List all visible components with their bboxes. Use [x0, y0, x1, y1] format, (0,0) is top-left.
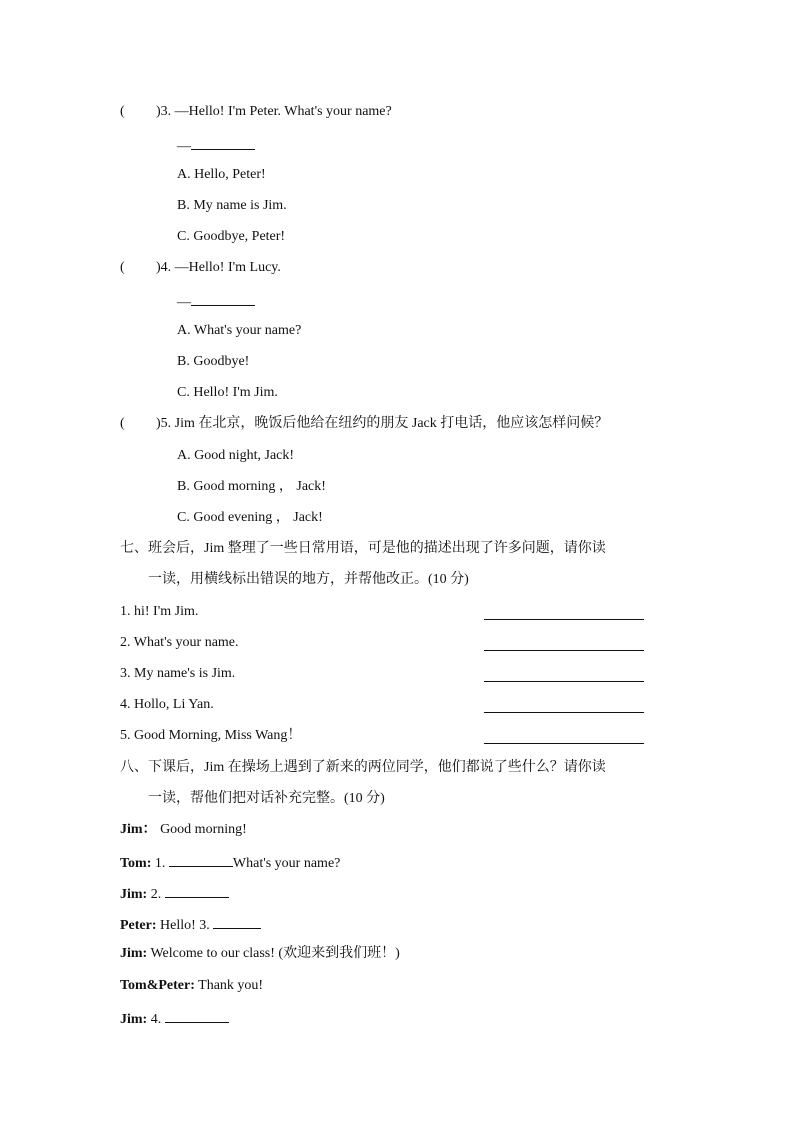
question-5 [120, 415, 608, 433]
dialog-text: Welcome to our class! (欢迎来到我们班！) [150, 946, 400, 961]
option-c: C. Hello! I'm Jim. [177, 385, 278, 400]
speaker: Jim: [120, 946, 148, 961]
dialog-text: 1. [154, 856, 169, 871]
dash: — [177, 139, 191, 154]
speaker: Jim： [120, 822, 157, 837]
dialog-text: 2. [150, 887, 165, 902]
answer-paren-open: ( [120, 416, 125, 431]
dialog-line [120, 914, 261, 935]
question-4 [120, 259, 281, 277]
question-number: )3. [156, 104, 172, 119]
dialog-text: Thank you! [198, 978, 264, 993]
answer-line [177, 135, 255, 156]
dialog-line [120, 977, 263, 995]
question-stem: —Hello! I'm Lucy. [174, 260, 281, 275]
answer-paren-open: ( [120, 260, 125, 275]
option-b: B. My name is Jim. [177, 198, 287, 213]
dialog-text: Hello! 3. [160, 918, 214, 933]
correction-line[interactable] [484, 743, 644, 744]
question-stem: —Hello! I'm Peter. What's your name? [174, 104, 392, 119]
dialog-text: What's your name? [232, 856, 341, 871]
list-item: 4. Hollo, Li Yan. [120, 697, 214, 712]
option-c: C. Goodbye, Peter! [177, 229, 286, 244]
correction-line[interactable] [484, 650, 644, 651]
answer-blank[interactable] [165, 883, 229, 898]
list-item: 2. What's your name. [120, 635, 239, 650]
answer-blank[interactable] [213, 914, 261, 929]
dialog-line [120, 1008, 229, 1029]
speaker: Jim: [120, 887, 148, 902]
question-stem: Jim 在北京，晚饭后他给在纽约的朋友 Jack 打电话，他应该怎样问候？ [174, 416, 609, 431]
answer-line [177, 291, 255, 312]
list-item: 1. hi! I'm Jim. [120, 604, 199, 619]
option-a: A. What's your name? [177, 323, 302, 338]
option-a: A. Good night, Jack! [177, 448, 295, 463]
speaker: Tom: [120, 856, 152, 871]
option-b: B. Goodbye! [177, 354, 250, 369]
speaker: Jim: [120, 1012, 148, 1027]
dialog-line [120, 852, 340, 873]
section-8-heading: 八、下课后，Jim 在操场上遇到了新来的两位同学，他们都说了些什么？请你读 [120, 760, 606, 775]
question-number: )5. [156, 416, 172, 431]
answer-paren-open: ( [120, 104, 125, 119]
dash: — [177, 295, 191, 310]
speaker: Tom&Peter: [120, 978, 195, 993]
list-item: 3. My name's is Jim. [120, 666, 236, 681]
list-item: 5. Good Morning, Miss Wang！ [120, 728, 302, 743]
option-a: A. Hello, Peter! [177, 167, 266, 182]
answer-blank[interactable] [165, 1008, 229, 1023]
dialog-text: Good morning! [160, 822, 247, 837]
answer-blank[interactable] [169, 852, 233, 867]
dialog-line [120, 945, 400, 963]
section-7-heading-cont: 一读，用横线标出错误的地方，并帮他改正。(10 分) [148, 572, 469, 587]
answer-blank[interactable] [191, 291, 255, 306]
section-7-heading: 七、班会后，Jim 整理了一些日常用语，可是他的描述出现了许多问题，请你读 [120, 541, 606, 556]
correction-line[interactable] [484, 681, 644, 682]
dialog-text: 4. [150, 1012, 165, 1027]
question-3 [120, 103, 392, 121]
section-8-heading-cont: 一读，帮他们把对话补充完整。(10 分) [148, 791, 385, 806]
question-number: )4. [156, 260, 172, 275]
speaker: Peter: [120, 918, 157, 933]
option-c: C. Good evening ， Jack! [177, 510, 323, 525]
correction-line[interactable] [484, 619, 644, 620]
option-b: B. Good morning ， Jack! [177, 479, 326, 494]
correction-line[interactable] [484, 712, 644, 713]
dialog-line [120, 821, 247, 839]
dialog-line [120, 883, 229, 904]
answer-blank[interactable] [191, 135, 255, 150]
